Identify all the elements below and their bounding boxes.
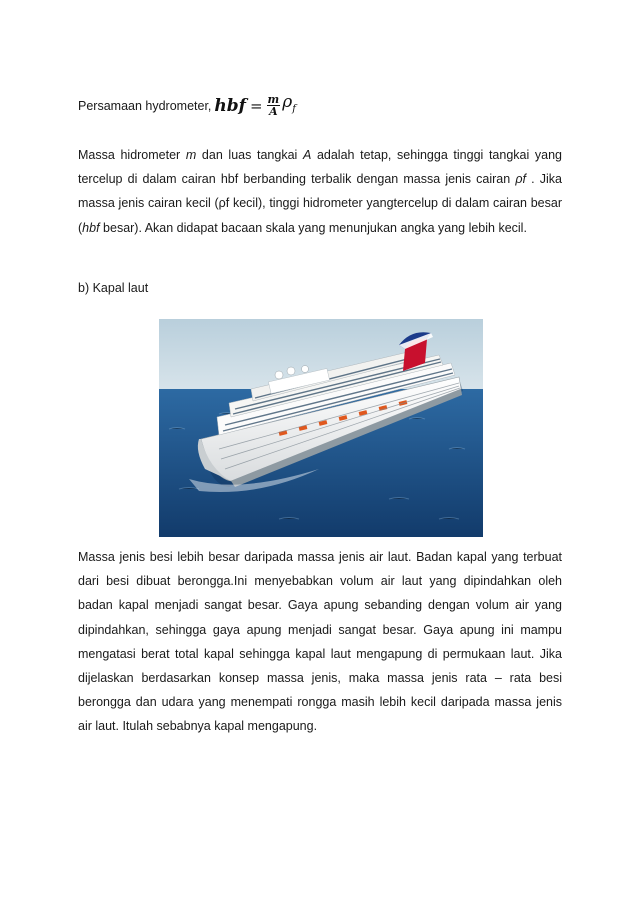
equation-line — [78, 92, 296, 119]
cruise-ship-image — [159, 319, 483, 537]
symbol-rho-f: ρf — [515, 172, 526, 187]
symbol-a: A — [302, 148, 312, 162]
formula-equals: = — [249, 96, 263, 115]
paragraph-ship: Massa jenis besi lebih besar daripada massa jenis air laut. Badan kapal yang terbuat dari besi dibuat berongga.Ini menyebabkan volum air laut yang dipindahkan oleh badan kapal menjadi sangat besar. Gaya apung sebanding dengan volum air yang dipindahkan, sehingga gaya apung menjadi sangat besar. Gaya apung ini mampu mengatasi berat total kapal sehingga kapal laut mengapung di permukaan laut. Jika dijelaskan berdasarkan konsep massa jenis, maka massa jenis rata – rata besi berongga dan udara yang menempati rongga masih lebih kecil daripada massa jenis air laut. Itulah sebabnya kapal mengapung. — [78, 550, 562, 734]
formula-fraction — [267, 94, 281, 117]
formula-denominator: A — [269, 105, 278, 119]
symbol-m: m — [185, 148, 197, 162]
section-heading: b) Kapal laut — [78, 281, 149, 295]
formula-lhs: hbf — [214, 95, 246, 116]
paragraph-hydrometer: Massa hidrometer m dan luas tangkai A adalah tetap, sehingga tinggi tangkai yang tercelup di dalam cairan hbf berbanding terbalik dengan massa jenis cairan ρf . Jika massa jenis cairan kecil (ρf kecil), tinggi hidrometer yangtercelup di dalam cairan besar (hbf besar). Akan didapat bacaan skala yang menunjukan angka yang lebih kecil. — [78, 148, 562, 235]
formula-rho-subscript: f — [292, 103, 296, 115]
symbol-hbf: hbf — [82, 220, 100, 235]
equation-label: Persamaan hydrometer, — [78, 98, 212, 113]
formula-rho: $\rho_f$ — [282, 92, 296, 115]
hydrometer-formula — [214, 92, 295, 119]
formula-numerator: m — [267, 93, 280, 107]
